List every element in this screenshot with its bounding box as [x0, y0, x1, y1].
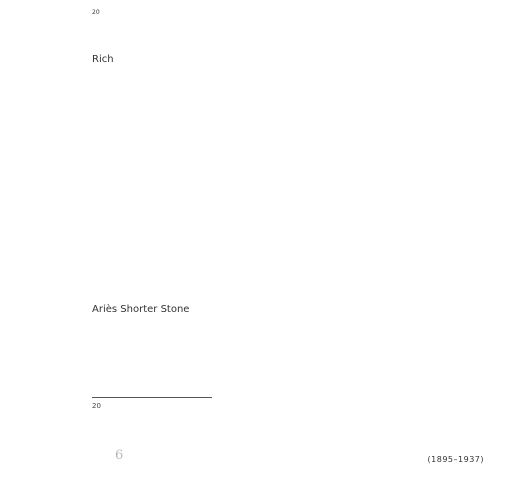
- paragraph-family-reform: [92, 300, 482, 319]
- footnote-number: 20: [92, 402, 101, 410]
- author-name-stone: Stone: [160, 304, 190, 315]
- page-number: 6: [115, 448, 124, 463]
- footnote-divider: [92, 397, 212, 398]
- author-name-rich: Rich: [92, 54, 114, 65]
- paragraph-motherhood-role: [92, 50, 482, 69]
- running-head: [428, 455, 484, 464]
- author-name-aries: Ariès: [92, 304, 118, 315]
- author-name-shorter: Shorter: [120, 304, 158, 315]
- running-head-years: (1895–1937): [427, 455, 484, 464]
- footnote-reference[interactable]: 20: [92, 9, 100, 16]
- paragraph-continuation: [92, 3, 482, 25]
